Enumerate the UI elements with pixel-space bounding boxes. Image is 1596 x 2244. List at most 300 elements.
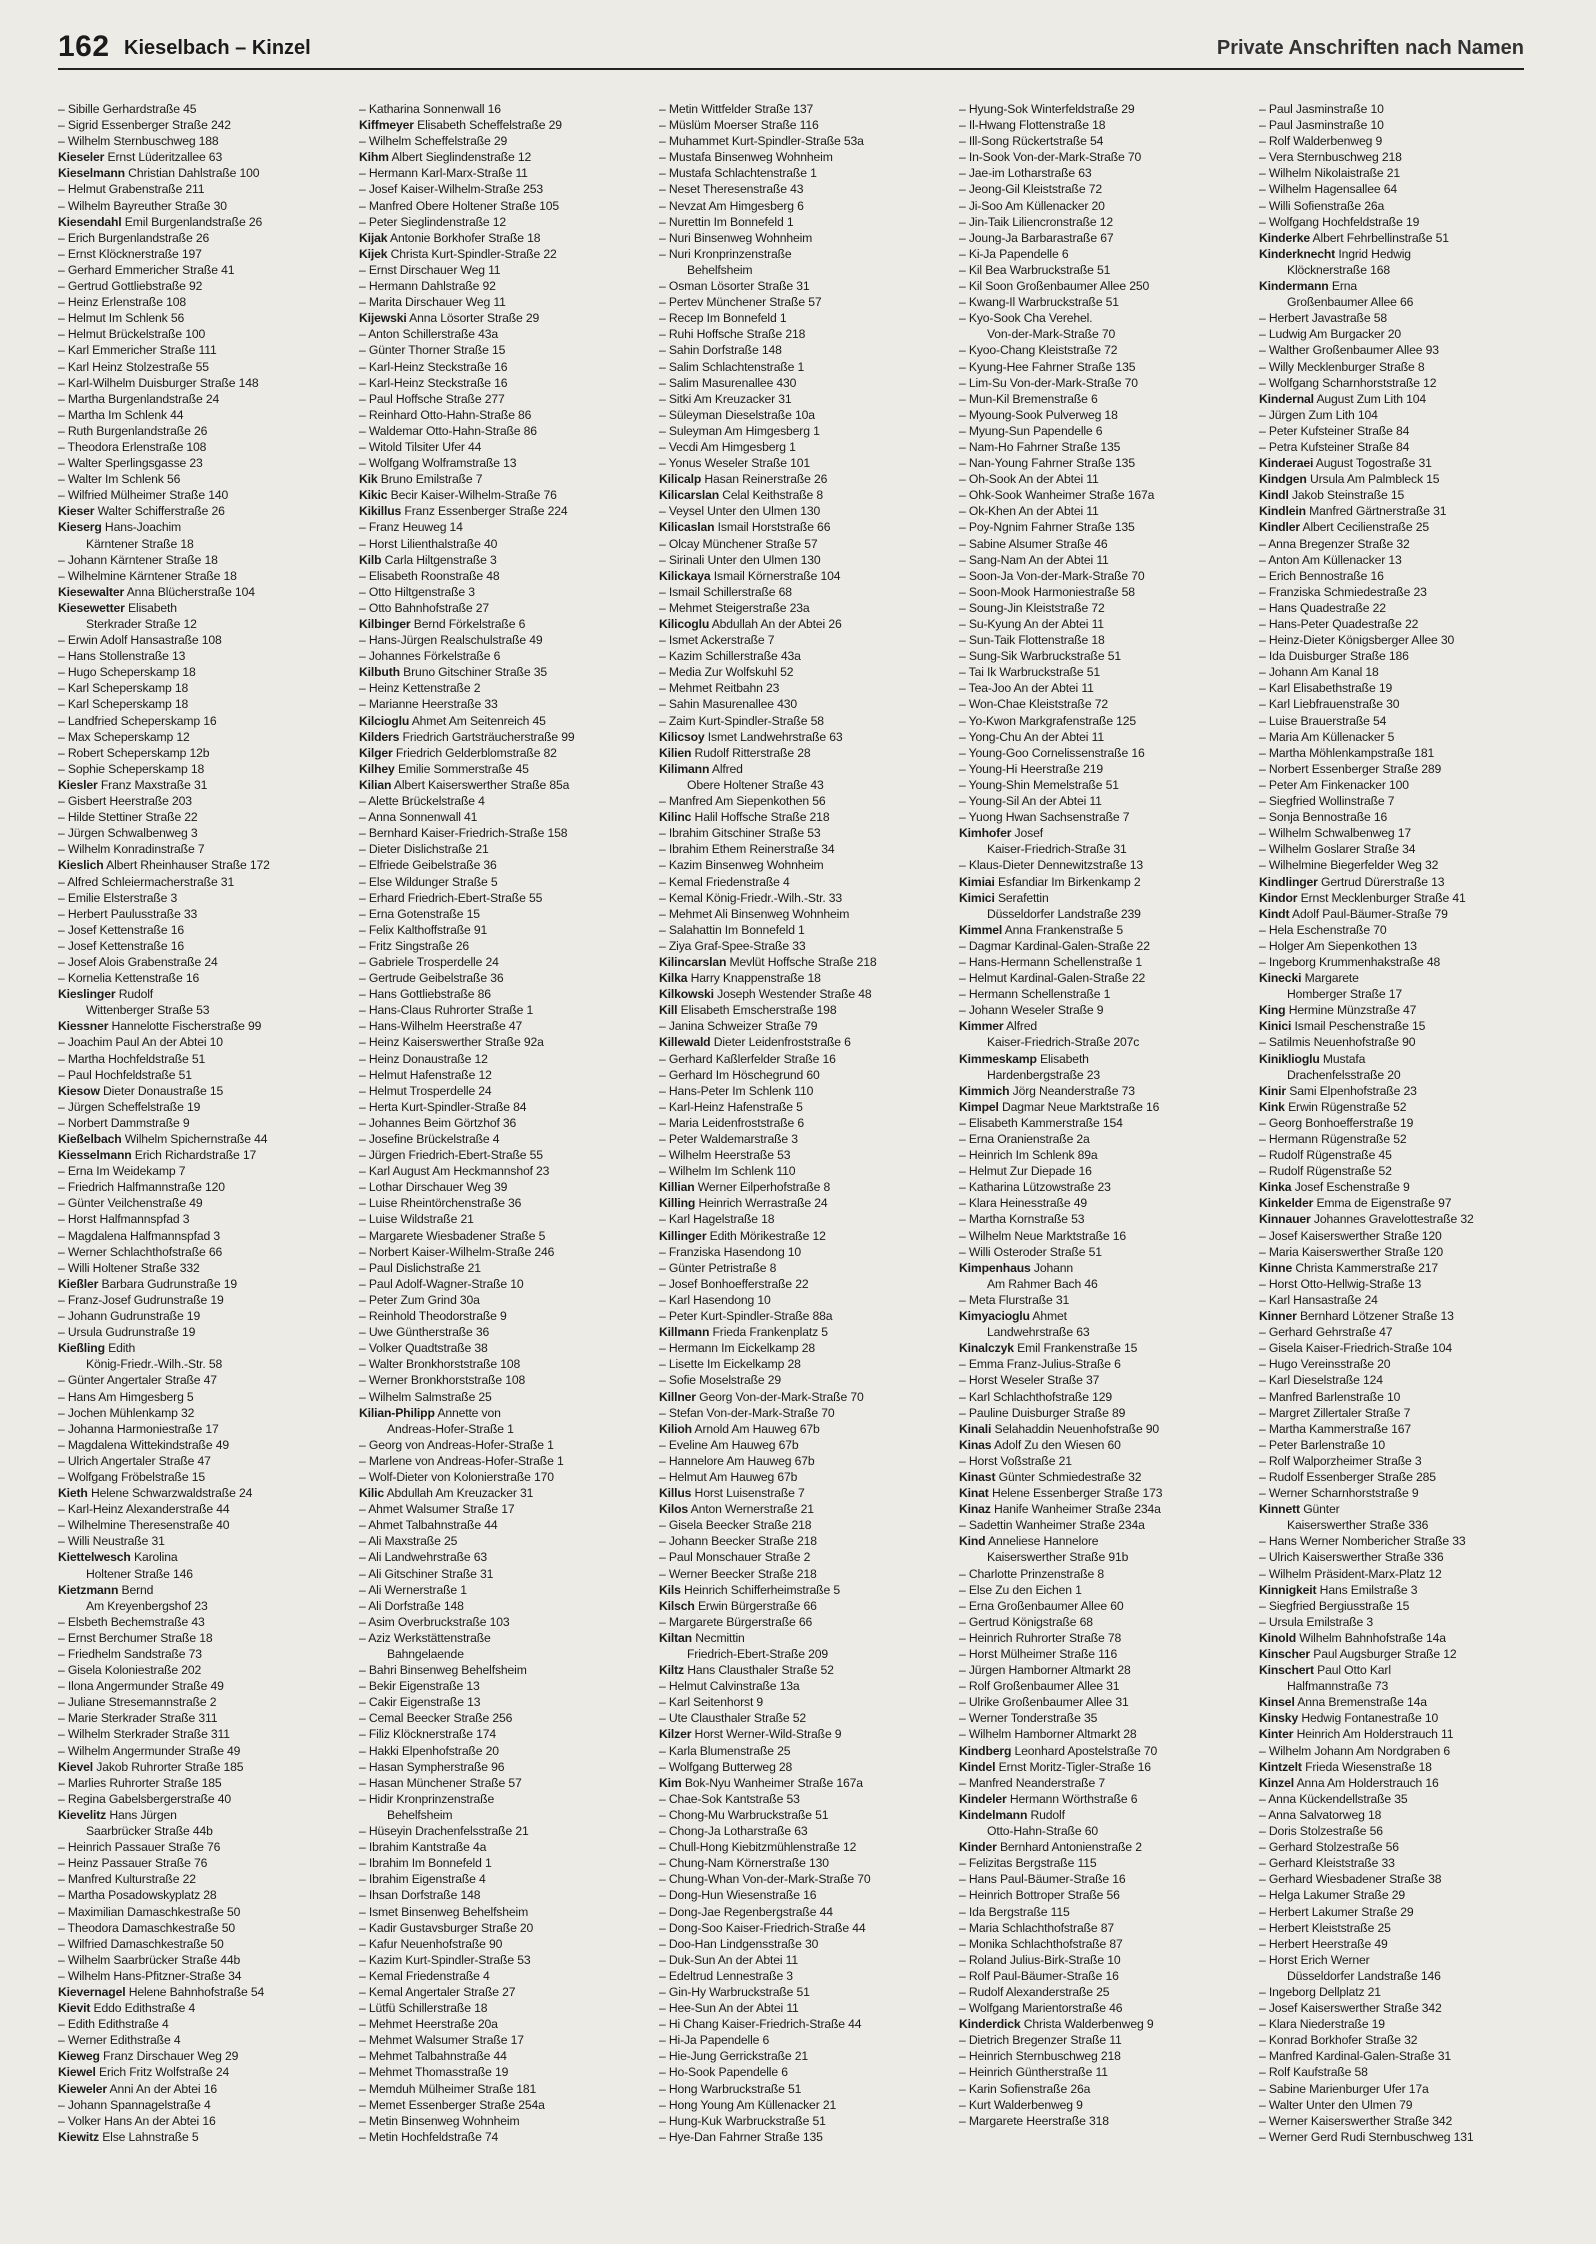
- directory-entry: [659, 246, 951, 262]
- page-name-range: Kieselbach – Kinzel: [124, 37, 311, 59]
- directory-entry: [58, 2000, 350, 2016]
- entry-text: – Helmut Trosperdelle 24: [359, 1083, 492, 1098]
- entry-text: – Sirinali Unter den Ulmen 130: [659, 552, 821, 567]
- entry-text: – Elfriede Geibelstraße 36: [359, 858, 497, 873]
- directory-entry: [1259, 375, 1551, 391]
- entry-text: Christa Walderbenweg 9: [1023, 2017, 1154, 2032]
- directory-entry: [659, 198, 951, 214]
- entry-text: – Wolf-Dieter von Kolonierstraße 170: [359, 1469, 554, 1484]
- directory-entry: [359, 423, 651, 439]
- directory-entry: [659, 101, 951, 117]
- entry-text: Ernst Mecklenburger Straße 41: [1300, 890, 1466, 905]
- entry-text: Erich Fritz Wolfstraße 24: [98, 2065, 230, 2080]
- entry-text: Jörg Neanderstraße 73: [1012, 1083, 1135, 1098]
- directory-entry: [1259, 1968, 1551, 1984]
- directory-entry: [359, 1244, 651, 1260]
- directory-entry: [359, 1453, 651, 1469]
- entry-text: – Hi-Ja Papendelle 6: [659, 2033, 770, 2048]
- directory-entry: [359, 1839, 651, 1855]
- entry-text: – Josef Kettenstraße 16: [58, 938, 184, 953]
- entry-text: – Poy-Ngnim Fahrner Straße 135: [959, 520, 1135, 535]
- directory-entry: [1259, 1598, 1551, 1614]
- directory-entry: [659, 1920, 951, 1936]
- directory-entry: [359, 1260, 651, 1276]
- page-header: [58, 28, 1524, 70]
- directory-entry: [959, 214, 1251, 230]
- entry-text: Emil Burgenlandstraße 26: [124, 214, 263, 229]
- entry-text: – Karl Liebfrauenstraße 30: [1259, 697, 1400, 712]
- directory-entry: [659, 407, 951, 423]
- entry-text: – Margret Zillertaler Straße 7: [1259, 1405, 1411, 1420]
- directory-entry: [359, 970, 651, 986]
- entry-text: – Siegfried Wollinstraße 7: [1259, 794, 1395, 809]
- directory-entry: [58, 1920, 350, 1936]
- directory-entry: [659, 294, 951, 310]
- entry-text: – Karl Elisabethstraße 19: [1259, 681, 1393, 696]
- entry-text: – Rolf Großenbaumer Allee 31: [959, 1679, 1120, 1694]
- entry-text: – Ludwig Am Burgacker 20: [1259, 327, 1402, 342]
- directory-entry: [359, 1855, 651, 1871]
- directory-entry: [58, 1759, 350, 1775]
- directory-entry: [359, 1083, 651, 1099]
- directory-entry: [659, 1147, 951, 1163]
- entry-text: – Wolfgang Marientorstraße 46: [959, 2001, 1123, 2016]
- entry-text: – Georg Bonhoefferstraße 19: [1259, 1115, 1414, 1130]
- surname: Kinast: [959, 1469, 996, 1484]
- directory-entry: [659, 568, 951, 584]
- surname: Kikillus: [359, 504, 402, 519]
- directory-entry: [659, 1228, 951, 1244]
- directory-entry: [58, 1984, 350, 2000]
- entry-text: – Herbert Javastraße 58: [1259, 311, 1387, 326]
- entry-text: Arnold Am Hauweg 67b: [694, 1421, 820, 1436]
- entry-text: – Salahattin Im Bonnefeld 1: [659, 922, 805, 937]
- directory-entry: [58, 2113, 350, 2129]
- entry-text: – Heinz Passauer Straße 76: [58, 1856, 208, 1871]
- directory-entry: [359, 1131, 651, 1147]
- directory-columns: [58, 101, 1546, 2221]
- directory-entry: [1259, 1260, 1551, 1276]
- entry-text: – Veysel Unter den Ulmen 130: [659, 504, 821, 519]
- directory-entry: [659, 1759, 951, 1775]
- directory-column-2: [359, 101, 651, 2221]
- directory-entry: [58, 407, 350, 423]
- entry-text: Margarete: [1304, 971, 1359, 986]
- surname: Kinnett: [1259, 1502, 1300, 1517]
- surname: Kiesewetter: [58, 600, 125, 615]
- entry-text: Friedrich Gartsträucherstraße 99: [402, 729, 575, 744]
- directory-entry: [1259, 906, 1551, 922]
- entry-text: – Metin Wittfelder Straße 137: [659, 102, 814, 116]
- page-number: 162: [58, 30, 110, 63]
- entry-text: – Erich Bennostraße 16: [1259, 568, 1384, 583]
- surname: Kievel: [58, 1759, 94, 1774]
- directory-entry: [1259, 938, 1551, 954]
- directory-entry: [959, 198, 1251, 214]
- directory-entry: [359, 777, 651, 793]
- entry-text: – Luise Brauerstraße 54: [1259, 713, 1387, 728]
- entry-text: Becir Kaiser-Wilhelm-Straße 76: [390, 488, 557, 503]
- directory-entry: [1259, 1646, 1551, 1662]
- entry-text: Rudolf Ritterstraße 28: [694, 745, 811, 760]
- directory-entry: [58, 1501, 350, 1517]
- directory-entry: [1259, 1147, 1551, 1163]
- directory-entry: [1259, 1662, 1551, 1678]
- directory-entry: [959, 1614, 1251, 1630]
- entry-text: – Memet Essenberger Straße 254a: [359, 2097, 545, 2112]
- entry-text: – Doo-Han Lindgensstraße 30: [659, 1936, 819, 1951]
- surname: Kimmel: [959, 922, 1003, 937]
- entry-text: – Chung-Nam Körnerstraße 130: [659, 1856, 829, 1871]
- directory-entry: [58, 648, 350, 664]
- directory-entry: [1259, 1952, 1551, 1968]
- directory-entry: [659, 793, 951, 809]
- entry-text: Hasan Reinerstraße 26: [704, 472, 828, 487]
- entry-text: – Josef Kaiserswerther Straße 342: [1259, 2001, 1442, 2016]
- surname: Kilickaya: [659, 568, 711, 583]
- entry-text: Bernd Förkelstraße 6: [413, 617, 526, 631]
- directory-entry: [359, 1984, 651, 2000]
- surname: Kindt: [1259, 906, 1290, 921]
- entry-text: – Kyoo-Chang Kleiststraße 72: [959, 343, 1118, 358]
- entry-text: Von-der-Mark-Straße 70: [987, 327, 1116, 342]
- entry-text: Frieda Frankenplatz 5: [712, 1325, 828, 1340]
- entry-text: – Pertev Münchener Straße 57: [659, 295, 822, 310]
- entry-text: – Ursula Gudrunstraße 19: [58, 1325, 196, 1340]
- entry-text: – Helmut Calvinstraße 13a: [659, 1679, 800, 1694]
- directory-entry: [959, 1292, 1251, 1308]
- directory-entry: [1259, 1002, 1551, 1018]
- entry-text: – Wolfgang Scharnhorststraße 12: [1259, 375, 1437, 390]
- entry-text: – Günter Thorner Straße 15: [359, 343, 506, 358]
- entry-text: Jakob Steinstraße 15: [1291, 488, 1405, 503]
- entry-text: – Sitki Am Kreuzacker 31: [659, 391, 792, 406]
- entry-text: – Chong-Mu Warbruckstraße 51: [659, 1807, 829, 1822]
- directory-entry: [959, 954, 1251, 970]
- directory-entry: [959, 342, 1251, 358]
- entry-text: Carla Hiltgenstraße 3: [384, 552, 497, 567]
- entry-text: – Sibille Gerhardstraße 45: [58, 102, 197, 116]
- entry-text: – Felizitas Bergstraße 115: [959, 1856, 1097, 1871]
- entry-text: – Peter Zum Grind 30a: [359, 1292, 480, 1307]
- entry-text: – Paul Hoffsche Straße 277: [359, 391, 505, 406]
- surname: Kilincarslan: [659, 954, 727, 969]
- entry-text: – Maria Kaiserswerther Straße 120: [1259, 1244, 1444, 1259]
- directory-entry: [959, 600, 1251, 616]
- directory-entry: [359, 1630, 651, 1646]
- directory-entry: [58, 922, 350, 938]
- directory-entry: [359, 214, 651, 230]
- entry-text: – Hermann Dahlstraße 92: [359, 279, 496, 294]
- entry-text: Bok-Nyu Wanheimer Straße 167a: [684, 1775, 863, 1790]
- directory-entry: [58, 1775, 350, 1791]
- entry-text: – Friedhelm Sandstraße 73: [58, 1647, 202, 1661]
- directory-entry: [359, 890, 651, 906]
- directory-entry: [58, 1051, 350, 1067]
- directory-entry: [1259, 2000, 1551, 2016]
- surname: Kilhey: [359, 761, 395, 776]
- entry-text: Franz Essenberger Straße 224: [404, 504, 568, 519]
- entry-text: – Gertrude Geibelstraße 36: [359, 971, 504, 986]
- directory-entry: [959, 1051, 1251, 1067]
- entry-text: – Kyung-Hee Fahrner Straße 135: [959, 359, 1136, 374]
- entry-text: – Myoung-Sook Pulverweg 18: [959, 407, 1118, 422]
- surname: Kinat: [959, 1486, 989, 1501]
- directory-entry: [58, 471, 350, 487]
- entry-text: – Else Zu den Eichen 1: [959, 1582, 1082, 1597]
- directory-entry: [58, 1485, 350, 1501]
- surname: Kieslinger: [58, 987, 116, 1002]
- directory-entry: [959, 1147, 1251, 1163]
- directory-entry: [359, 1775, 651, 1791]
- entry-text: – Pauline Duisburger Straße 89: [959, 1405, 1126, 1420]
- surname: Kilian: [359, 777, 392, 792]
- entry-text: Anna Am Holderstrauch 16: [1296, 1775, 1439, 1790]
- entry-text: – Maria Leidenfroststraße 6: [659, 1115, 804, 1130]
- entry-text: – Wilhelmine Biegerfelder Weg 32: [1259, 858, 1439, 873]
- directory-entry: [359, 1179, 651, 1195]
- entry-text: – Werner Kaiserswerther Straße 342: [1259, 2113, 1453, 2128]
- entry-text: – Olcay Münchener Straße 57: [659, 536, 818, 551]
- directory-entry: [359, 2000, 651, 2016]
- entry-text: – Peter Kurt-Spindler-Straße 88a: [659, 1309, 833, 1324]
- directory-entry: [659, 2048, 951, 2064]
- entry-text: – Aziz Werkstättenstraße: [359, 1630, 491, 1645]
- surname: Kilicoglu: [659, 617, 710, 631]
- entry-text: – Kil Bea Warbruckstraße 51: [959, 262, 1111, 277]
- directory-entry: [959, 906, 1251, 922]
- directory-entry: [959, 375, 1251, 391]
- directory-entry: [659, 648, 951, 664]
- directory-entry: [58, 1469, 350, 1485]
- entry-text: Harry Knappenstraße 18: [690, 971, 821, 986]
- directory-entry: [659, 1517, 951, 1533]
- entry-text: Elisabeth Emscherstraße 198: [680, 1003, 837, 1018]
- entry-text: – Erna Oranienstraße 2a: [959, 1132, 1090, 1146]
- surname: Kijek: [359, 246, 388, 261]
- directory-entry: [659, 1002, 951, 1018]
- surname: Kimpenhaus: [959, 1260, 1031, 1275]
- directory-entry: [1259, 1228, 1551, 1244]
- surname: Kintzelt: [1259, 1759, 1302, 1774]
- directory-entry: [359, 1823, 651, 1839]
- directory-entry: [959, 1211, 1251, 1227]
- entry-text: – Wolfgang Butterweg 28: [659, 1759, 793, 1774]
- entry-text: – Zaim Kurt-Spindler-Straße 58: [659, 713, 824, 728]
- directory-entry: [359, 761, 651, 777]
- directory-entry: [659, 1244, 951, 1260]
- entry-text: – Lütfü Schillerstraße 18: [359, 2001, 488, 2016]
- entry-text: – Josef Bonhoefferstraße 22: [659, 1276, 809, 1291]
- entry-text: Alfred: [1006, 1019, 1037, 1034]
- directory-entry: [659, 1195, 951, 1211]
- directory-entry: [959, 1694, 1251, 1710]
- directory-entry: [359, 680, 651, 696]
- entry-text: Christa Kammerstraße 217: [1295, 1260, 1439, 1275]
- entry-text: Mevlüt Hoffsche Straße 218: [729, 954, 877, 969]
- directory-entry: [959, 1743, 1251, 1759]
- entry-text: August Togostraße 31: [1315, 456, 1432, 471]
- entry-text: – Hermann Karl-Marx-Straße 11: [359, 166, 528, 181]
- directory-entry: [1259, 2113, 1551, 2129]
- entry-text: – Cemal Beecker Straße 256: [359, 1711, 513, 1726]
- entry-text: Wittenberger Straße 53: [86, 1003, 210, 1018]
- entry-text: – Metin Binsenweg Wohnheim: [359, 2113, 520, 2128]
- entry-text: – Werner Schlachthofstraße 66: [58, 1244, 223, 1259]
- entry-text: – Ismet Ackerstraße 7: [659, 633, 775, 648]
- directory-entry: [659, 1308, 951, 1324]
- entry-text: – Luise Wildstraße 21: [359, 1212, 474, 1227]
- entry-text: – Sabine Alsumer Straße 46: [959, 536, 1108, 551]
- entry-text: – Hans-Hermann Schellenstraße 1: [959, 954, 1142, 969]
- entry-text: – Horst Weseler Straße 37: [959, 1373, 1100, 1388]
- directory-entry: [659, 278, 951, 294]
- entry-text: Hans-Joachim: [104, 520, 182, 535]
- directory-entry: [58, 246, 350, 262]
- entry-text: – Gerhard Kaßlerfelder Straße 16: [659, 1051, 836, 1066]
- directory-entry: [359, 246, 651, 262]
- entry-text: – Sahin Masurenallee 430: [659, 697, 798, 712]
- entry-text: Leonhard Apostelstraße 70: [1014, 1743, 1158, 1758]
- entry-text: – Gisbert Heerstraße 203: [58, 794, 192, 809]
- entry-text: – Yonus Weseler Straße 101: [659, 456, 811, 471]
- surname: Kilos: [659, 1502, 689, 1517]
- entry-text: – Landfried Scheperskamp 16: [58, 713, 217, 728]
- directory-entry: [659, 1887, 951, 1903]
- directory-entry: [1259, 696, 1551, 712]
- directory-entry: [359, 1485, 651, 1501]
- entry-text: – Ali Gitschiner Straße 31: [359, 1566, 494, 1581]
- entry-text: Dieter Leidenfroststraße 6: [713, 1035, 851, 1050]
- surname: Kievernagel: [58, 1984, 126, 1999]
- directory-entry: [1259, 198, 1551, 214]
- directory-entry: [959, 761, 1251, 777]
- directory-entry: [359, 584, 651, 600]
- entry-text: – Sang-Nam An der Abtei 11: [959, 552, 1109, 567]
- directory-entry: [58, 1936, 350, 1952]
- entry-text: – Klara Niederstraße 19: [1259, 2017, 1385, 2032]
- entry-text: Behelfsheim: [387, 1807, 453, 1822]
- directory-entry: [959, 890, 1251, 906]
- entry-text: Elisabeth: [1040, 1051, 1089, 1066]
- entry-text: – Kazim Kurt-Spindler-Straße 53: [359, 1952, 531, 1967]
- entry-text: – Reinhard Otto-Hahn-Straße 86: [359, 407, 532, 422]
- entry-text: – Young-Hi Heerstraße 219: [959, 761, 1103, 776]
- directory-entry: [58, 857, 350, 873]
- directory-entry: [359, 455, 651, 471]
- directory-entry: [1259, 278, 1551, 294]
- directory-entry: [659, 310, 951, 326]
- directory-entry: [959, 423, 1251, 439]
- entry-text: – Katharina Lützowstraße 23: [959, 1180, 1111, 1195]
- surname: Kindlein: [1259, 504, 1306, 519]
- directory-entry: [359, 471, 651, 487]
- directory-entry: [959, 1904, 1251, 1920]
- directory-entry: [959, 1662, 1251, 1678]
- directory-entry: [959, 552, 1251, 568]
- entry-text: – Rolf Walporzheimer Straße 3: [1259, 1453, 1422, 1468]
- entry-text: Walter Schifferstraße 26: [97, 504, 225, 519]
- directory-entry: [659, 262, 951, 278]
- directory-entry: [359, 954, 651, 970]
- entry-text: – Hans Am Himgesberg 5: [58, 1389, 194, 1404]
- directory-entry: [659, 664, 951, 680]
- surname: Kilbuth: [359, 665, 400, 680]
- entry-text: – Filiz Klöcknerstraße 174: [359, 1727, 496, 1742]
- directory-entry: [359, 278, 651, 294]
- entry-text: Ingrid Hedwig: [1338, 246, 1411, 261]
- surname: Kinderke: [1259, 230, 1310, 245]
- directory-entry: [1259, 777, 1551, 793]
- directory-entry: [959, 2097, 1251, 2113]
- entry-text: – Kornelia Kettenstraße 16: [58, 971, 200, 986]
- directory-entry: [959, 729, 1251, 745]
- entry-text: – Media Zur Wolfskuhl 52: [659, 665, 794, 680]
- entry-text: – Johann Beecker Straße 218: [659, 1534, 817, 1549]
- directory-entry: [659, 455, 951, 471]
- entry-text: Edith Mörikestraße 12: [709, 1228, 826, 1243]
- entry-text: – Hans Werner Nombericher Straße 33: [1259, 1534, 1466, 1549]
- directory-entry: [359, 503, 651, 519]
- directory-entry: [58, 1694, 350, 1710]
- directory-entry: [959, 1984, 1251, 2000]
- surname: Kinici: [1259, 1019, 1292, 1034]
- entry-text: – Franziska Hasendong 10: [659, 1244, 802, 1259]
- directory-entry: [659, 1099, 951, 1115]
- entry-text: – Norbert Dammstraße 9: [58, 1115, 190, 1130]
- entry-text: – Bekir Eigenstraße 13: [359, 1679, 480, 1694]
- entry-text: – Herbert Paulusstraße 33: [58, 906, 198, 921]
- entry-text: Selahaddin Neuenhofstraße 90: [994, 1421, 1160, 1436]
- surname: Kinderdick: [959, 2017, 1021, 2032]
- entry-text: – Karl Seitenhorst 9: [659, 1695, 764, 1710]
- directory-entry: [1259, 1904, 1551, 1920]
- surname: Kilb: [359, 552, 382, 567]
- entry-text: – Magdalena Halfmannspfad 3: [58, 1228, 220, 1243]
- entry-text: – Gerhard Wiesbadener Straße 38: [1259, 1872, 1442, 1887]
- directory-entry: [1259, 584, 1551, 600]
- directory-entry: [58, 1517, 350, 1533]
- directory-entry: [58, 1340, 350, 1356]
- entry-text: – Chong-Ja Lotharstraße 63: [659, 1824, 808, 1839]
- directory-entry: [58, 1726, 350, 1742]
- directory-entry: [1259, 1678, 1551, 1694]
- directory-entry: [359, 1163, 651, 1179]
- entry-text: – Willi Neustraße 31: [58, 1534, 165, 1549]
- directory-entry: [359, 2097, 651, 2113]
- entry-text: Ahmet: [1032, 1309, 1067, 1324]
- directory-entry: [359, 294, 651, 310]
- entry-text: Hans Jürgen: [109, 1807, 177, 1822]
- directory-entry: [58, 584, 350, 600]
- surname: Kinas: [959, 1437, 992, 1452]
- directory-entry: [58, 1389, 350, 1405]
- entry-text: – Norbert Kaiser-Wilhelm-Straße 246: [359, 1244, 555, 1259]
- directory-entry: [1259, 841, 1551, 857]
- entry-text: Wilhelm Spichernstraße 44: [124, 1132, 268, 1146]
- entry-text: Bernd: [121, 1582, 154, 1597]
- directory-entry: [359, 1952, 651, 1968]
- entry-text: – Sonja Bennostraße 16: [1259, 810, 1388, 825]
- directory-entry: [58, 1566, 350, 1582]
- surname: Kinali: [959, 1421, 992, 1436]
- entry-text: – Erna Im Weidekamp 7: [58, 1164, 186, 1179]
- surname: Kilders: [359, 729, 400, 744]
- directory-entry: [1259, 1485, 1551, 1501]
- directory-entry: [659, 1469, 951, 1485]
- entry-text: Anna Bremenstraße 14a: [1297, 1695, 1427, 1710]
- directory-entry: [959, 1372, 1251, 1388]
